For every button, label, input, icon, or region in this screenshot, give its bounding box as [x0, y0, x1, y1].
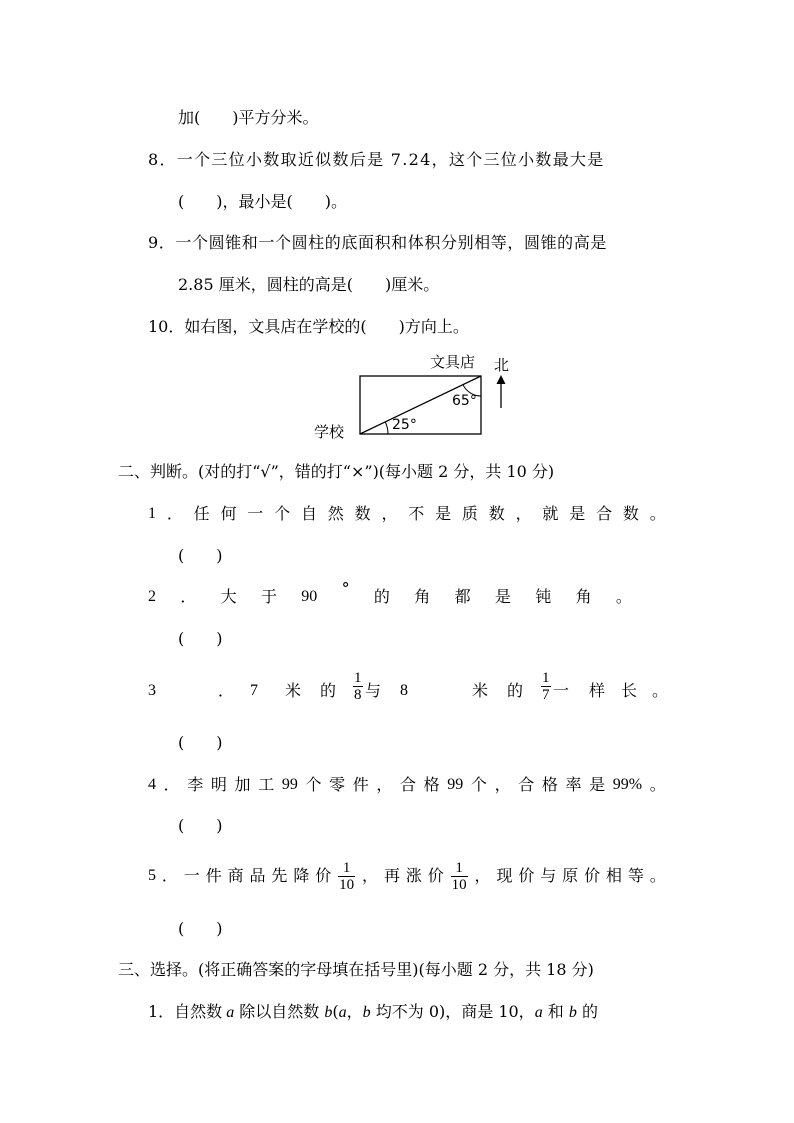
q3-token: 。	[652, 681, 669, 700]
judge-q2	[148, 579, 632, 608]
fraction-one-tenth-b	[451, 860, 468, 893]
answer-paren-q4[interactable]: ( )	[178, 816, 223, 835]
variable-b: b	[324, 1004, 333, 1021]
q1-token: 个	[274, 504, 291, 523]
q3-token: 样	[589, 681, 606, 700]
q3-token: 一	[553, 681, 570, 700]
q1-text: (	[332, 1002, 339, 1021]
q10-line: 10．如右图，文具店在学校的( )方向上。	[148, 317, 469, 336]
q3-token: 长	[621, 681, 638, 700]
variable-b: b	[568, 1004, 577, 1021]
q5-token: 降	[293, 866, 310, 885]
fraction-numerator: 1	[342, 859, 351, 876]
section3-heading: 三、选择。(将正确答案的字母填在括号里)(每小题 2 分，共 18 分)	[118, 960, 594, 979]
q9-line2: 2.85 厘米，圆柱的高是( )厘米。	[178, 275, 440, 294]
answer-paren-q2[interactable]: ( )	[178, 629, 223, 648]
q5-token: 价	[315, 866, 332, 885]
q4-token: 率	[565, 775, 582, 794]
q1-token: 是	[569, 504, 586, 523]
q5-token: 相	[605, 866, 622, 885]
q4-token: 明	[210, 775, 227, 794]
q5-token: 商	[227, 866, 244, 885]
q4-token: 99	[447, 776, 464, 793]
q3-token: 的	[320, 681, 337, 700]
q1-token: 质	[461, 504, 478, 523]
q4-token: 工	[258, 775, 275, 794]
fraction-denominator: 10	[339, 876, 355, 893]
q8-line2: ( )，最小是( )。	[178, 192, 347, 211]
q2-token: 2	[148, 588, 156, 605]
q3-token: 米	[472, 681, 489, 700]
q1-token: ，	[381, 504, 398, 523]
angle-arc-bottom	[385, 422, 388, 434]
answer-paren-q1[interactable]: ( )	[178, 546, 223, 565]
fraction-denominator: 7	[542, 687, 550, 703]
variable-a: a	[534, 1004, 543, 1021]
q5-token: ，	[362, 866, 379, 885]
q2-token: ．	[180, 587, 197, 606]
q1-token: 任	[193, 504, 210, 523]
fraction-denominator: 10	[451, 876, 467, 893]
q2-token: 是	[494, 587, 511, 606]
q3-token: 7	[250, 682, 258, 699]
q1-token: 一	[247, 504, 264, 523]
q1-token: ，	[515, 504, 532, 523]
q5-token: 。	[649, 866, 666, 885]
q5-token: 件	[205, 866, 222, 885]
q4-token: 4	[148, 776, 156, 793]
q1-token: 就	[542, 504, 559, 523]
variable-a: a	[338, 1004, 347, 1021]
school-label: 学校	[314, 423, 345, 441]
store-label: 文具店	[430, 353, 476, 371]
q1-token: 1	[148, 505, 156, 522]
q3-token: ．	[218, 681, 235, 700]
q2-token: 90	[301, 588, 318, 605]
q1-token: 何	[220, 504, 237, 523]
variable-b: b	[362, 1004, 371, 1021]
q1-token: ．	[166, 504, 183, 523]
choice-q1-line	[148, 1001, 598, 1024]
q1-text: 的	[576, 1002, 598, 1021]
q5-token: 现	[496, 866, 513, 885]
fraction-one-seventh	[541, 670, 551, 703]
answer-paren-q3[interactable]: ( )	[178, 733, 223, 752]
q1-token: 数	[354, 504, 371, 523]
q2-token: 钝	[535, 587, 552, 606]
q4-token: ．	[163, 775, 180, 794]
q8-line1: 8．一个三位小数取近似数后是 7.24，这个三位小数最大是	[148, 150, 605, 169]
q4-token: 格	[423, 775, 440, 794]
q5-token: 先	[271, 866, 288, 885]
fraction-numerator: 1	[354, 670, 362, 686]
q5-token: 与	[540, 866, 557, 885]
q3-token: 的	[507, 681, 524, 700]
q5-token: 品	[249, 866, 266, 885]
q1-text: 1．自然数	[148, 1002, 223, 1021]
q4-token: 99%	[612, 776, 643, 793]
q4-token: 99	[281, 776, 298, 793]
fraction-numerator: 1	[455, 859, 463, 876]
q5-token: 再	[383, 866, 400, 885]
judge-q3	[148, 668, 669, 714]
q4-token: 李	[187, 775, 204, 794]
q1-token: 合	[596, 504, 613, 523]
direction-figure	[310, 350, 520, 445]
q1-token: 不	[408, 504, 425, 523]
q3-token: 3	[148, 682, 156, 699]
north-label: 北	[494, 356, 510, 374]
q2-token: 角	[575, 587, 592, 606]
q5-token: 5	[148, 867, 156, 884]
answer-paren-q5[interactable]: ( )	[178, 919, 223, 938]
q1-text: 和	[542, 1002, 569, 1021]
q5-token: 涨	[405, 866, 422, 885]
q1-text: ，	[346, 1002, 363, 1021]
q4-token: 格	[541, 775, 558, 794]
variable-a: a	[226, 1004, 235, 1021]
q2-token: 于	[260, 587, 277, 606]
q1-text: 均不为 0)，商是 10，	[370, 1002, 535, 1021]
q4-token: 零	[329, 775, 346, 794]
fraction-one-eighth	[353, 670, 363, 703]
fraction-one-tenth-a	[338, 860, 355, 893]
q1-token: 是	[435, 504, 452, 523]
q5-token: 原	[562, 866, 579, 885]
q4-token: 个	[470, 775, 487, 794]
q2-token: 角	[414, 587, 431, 606]
q4-token: 是	[589, 775, 606, 794]
q1-token: 自	[300, 504, 317, 523]
judge-q4	[148, 774, 666, 796]
q5-token: ．	[161, 866, 178, 885]
q2-token: 的	[373, 587, 390, 606]
q3-token: 8	[400, 682, 408, 699]
q2-token: 大	[220, 587, 237, 606]
q5-token: 价	[584, 866, 601, 885]
q4-token: 个	[305, 775, 322, 794]
north-arrowhead-icon	[497, 375, 506, 384]
q5-token: 价	[427, 866, 444, 885]
q4-token: ，	[376, 775, 393, 794]
fraction-denominator: 8	[354, 687, 362, 703]
q5-token: ，	[474, 866, 491, 885]
q4-token: 合	[518, 775, 535, 794]
q3-token: 与	[365, 681, 382, 700]
q1-token: 数	[488, 504, 505, 523]
q4-token: 件	[352, 775, 369, 794]
q1-token: 。	[649, 504, 666, 523]
q4-token: ，	[494, 775, 511, 794]
q5-token: 价	[518, 866, 535, 885]
q1-text: 除以自然数	[234, 1002, 325, 1021]
q2-token: 都	[454, 587, 471, 606]
q4-token: 加	[234, 775, 251, 794]
angle-top-label: 65°	[452, 393, 477, 409]
section2-heading: 二、判断。(对的打“√”，错的打“×”)(每小题 2 分，共 10 分)	[118, 462, 555, 481]
q5-token: 一	[183, 866, 200, 885]
judge-q1	[148, 503, 666, 525]
q4-token: 合	[400, 775, 417, 794]
q7-tail: 加( )平方分米。	[178, 108, 319, 127]
angle-bottom-label: 25°	[392, 417, 417, 433]
judge-q5	[148, 856, 666, 896]
q3-token: 米	[285, 681, 302, 700]
q1-token: 然	[327, 504, 344, 523]
q9-line1: 9．一个圆锥和一个圆柱的底面积和体积分别相等，圆锥的高是	[148, 233, 607, 252]
q5-token: 等	[627, 866, 644, 885]
q2-token: °	[341, 579, 350, 598]
fraction-numerator: 1	[542, 670, 550, 686]
q1-token: 数	[622, 504, 639, 523]
q2-token: 。	[615, 587, 632, 606]
q4-token: 。	[649, 775, 666, 794]
